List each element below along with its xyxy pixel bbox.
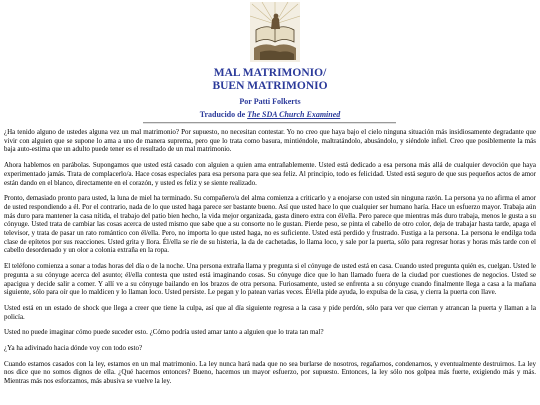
article-body <box>4 128 536 393</box>
translation-credit <box>0 110 540 119</box>
paragraph: Ahora hablemos en parábolas. Supongamos que usted está casado con alguien a quien ama entrañablemente. Usted está dedicado a esa persona más allá de cualquier devoción que haya experimentado jamás. Trata de complacerlo/a. Hace cosas especiales para esa persona para que sea feliz. Al principio, todo es felicidad. Usted está seguro de que sus pequeños actos de amor están dando en el blanco, directamente en el corazón, y usted es feliz y se siente realizado. <box>4 161 536 187</box>
title-line-2: BUEN MATRIMONIO <box>212 80 328 92</box>
paragraph: Usted no puede imaginar cómo puede suceder esto. ¿Cómo podría usted amar tanto a alguien que lo trata tan mal? <box>4 328 324 337</box>
paragraph: ¿Ya ha adivinado hacia dónde voy con todo esto? <box>4 344 143 353</box>
page-title <box>0 67 540 93</box>
author-byline: Por Patti Folkerts <box>239 97 301 106</box>
source-link[interactable]: The SDA Church Examined <box>247 110 341 119</box>
divider <box>143 122 396 124</box>
paragraph: Pronto, demasiado pronto para usted, la luna de miel ha terminado. Su compañero/a del alma comienza a criticarlo y a enojarse con usted sin ninguna razón. La persona ya no afirma el amor de usted respondiendo a él. Por el contrario, nada de lo que usted haga parece ser bastante bueno. Así que usted hace lo que cualquier ser humano haría. Hace un esfuerzo mayor. Trabaja aún más duro para mantener la casa nítida, el trabajo del patio bien hecho, la vida mejor organizada, gasta dinero extra con él/ella. Pero parece que mientras más duro trabaja, menos le gusta a su cónyuge. Usted trata de cambiar las cosas acerca de usted mismo que sabe que a su consorte no le gustan. Pierde peso, se pinta el cabello de otro color, deja de trabajar hasta tarde, apaga el televisor, y trata de pasar un rato romántico con él/ella. Pero, no importa lo que usted haga, no es suficiente. Usted está perdido y frustrado. Fustiga a la persona. La persona le endilga toda clase de epítetos por sus reacciones. Usted grita y llora. Él/ella se ríe de su histeria, la da de cachetadas, lo llama loco, y sale por la puerta, sólo para regresar horas y horas más tarde con el cabello desordenado y un olor a colonia extraña en la ropa. <box>4 194 536 255</box>
book-illustration-icon <box>250 2 300 62</box>
paragraph: Cuando estamos casados con la ley, estamos en un mal matrimonio. La ley nunca hará nada que no sea burlarse de nosotros, regañarnos, condenarnos, y eventualmente destruirnos. La ley nos dice que no somos dignos de ella. ¿Qué hacemos entonces? Bueno, hacemos un mayor esfuerzo, por supuesto. Entonces, la ley sólo nos golpea más fuerte, exigiendo más y más. Mientras más nos esforzamos, más abusiva se vuelve la ley. <box>4 359 536 386</box>
title-line-1: MAL MATRIMONIO/ <box>213 67 327 79</box>
paragraph: ¿Ha tenido alguno de ustedes alguna vez un mal matrimonio? Por supuesto, no necesitan contestar. Yo no creo que haya bajo el cielo ninguna situación más insidiosamente degradante que vivir con alguien que se supone lo ama a uno de manera suprema, pero que lo trata como basura, mintiéndole, maltratándolo, abusándolo, y siéndole infiel. Creo que posiblemente la más baja auto-estima que un adulto puede tener es el resultado de un mal matrimonio. <box>4 128 536 154</box>
paragraph: Usted está en un estado de shock que llega a creer que tiene la culpa, así que al día siguiente regresa a la casa y pide perdón, sólo para ver que cierran y atrancan la puerta y llaman a la policía. <box>4 303 536 321</box>
paragraph: El teléfono comienza a sonar a todas horas del día o de la noche. Una persona extraña llama y pregunta si el cónyuge de usted está en casa. Cuando usted pregunta quién es, cuelgan. Usted le pregunta a su cónyuge acerca del asunto; él/ella contesta que usted está imaginando cosas. Su cónyuge dice que lo han llamado fuera de la ciudad por cuestiones de negocios. Usted se apacigua y decide salir a comer. Y allí ve a su cónyuge bailando en los brazos de otra persona. Furiosamente, usted se enfrenta a su cónyuge cuando finalmente llega a casa a la mañana siguiente, sólo para oír que lo maldicen y lo llaman loco. Usted persiste. Le pegan y lo patean varias veces. Él/ella pide ayuda, lo expulsa de la casa, y cierra la puerta con llave. <box>4 262 537 297</box>
translation-prefix: Traducido de <box>199 110 248 119</box>
